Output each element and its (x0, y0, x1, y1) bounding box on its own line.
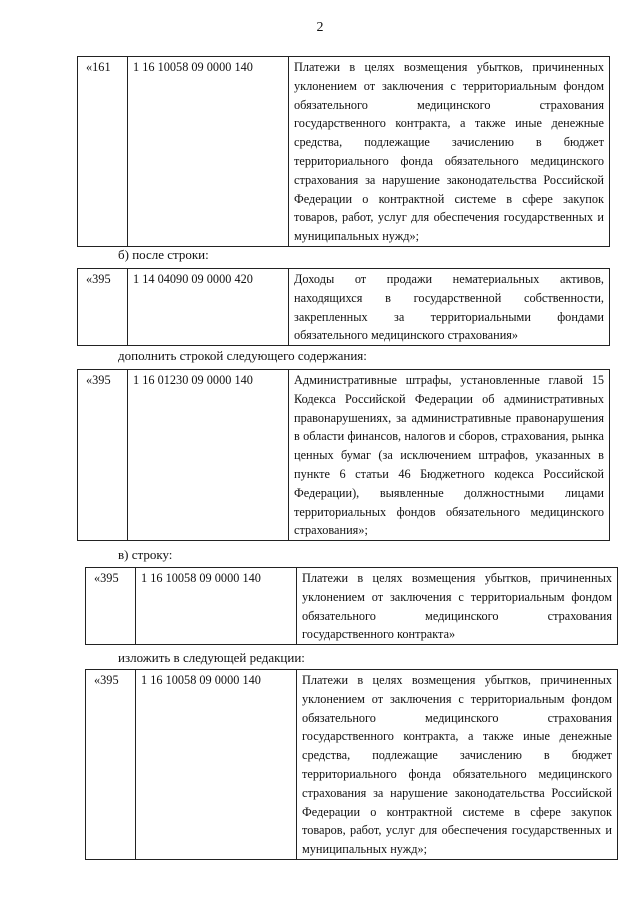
table-row (78, 370, 610, 541)
paragraph-row: в) строку: (118, 547, 173, 562)
budget-code-table-395-a (77, 268, 610, 346)
budget-classification-code: 1 16 10058 09 0000 140 (136, 568, 297, 645)
budget-code-table-395-d (85, 669, 618, 860)
paragraph-after-row: б) после строки: (118, 247, 209, 262)
budget-code-table-395-b (77, 369, 610, 541)
budget-classification-code: 1 16 10058 09 0000 140 (128, 57, 289, 247)
paragraph-new-wording: изложить в следующей редакции: (118, 650, 305, 665)
row-number: «161 (78, 57, 128, 247)
paragraph-add-row: дополнить строкой следующего содержания: (118, 348, 367, 363)
table-row (78, 269, 610, 346)
page-number: 2 (316, 20, 324, 35)
budget-classification-code: 1 14 04090 09 0000 420 (128, 269, 289, 346)
table-row (86, 568, 618, 645)
row-number: «395 (86, 670, 136, 860)
budget-classification-code: 1 16 10058 09 0000 140 (136, 670, 297, 860)
row-description: Доходы от продажи нематериальных активов, находящихся в государственной собственности, закрепленных за территориальными фондами обязательного медицинского страхования» (289, 269, 610, 346)
row-number: «395 (86, 568, 136, 645)
budget-code-table-395-c (85, 567, 618, 645)
row-description: Административные штрафы, установленные главой 15 Кодекса Российской Федерации об административных правонарушениях, за административные правонарушения в области финансов, налогов и сборов, страхования, рынка ценных бумаг (за исключением штрафов, указанных в пункте 6 статьи 46 Бюджетного кодекса Российской Федерации), выявленные должностными лицами территориальных фондов обязательного медицинского страхования»; (289, 370, 610, 541)
budget-code-table-161 (77, 56, 610, 247)
row-number: «395 (78, 370, 128, 541)
row-number: «395 (78, 269, 128, 346)
table-row (78, 57, 610, 247)
budget-classification-code: 1 16 01230 09 0000 140 (128, 370, 289, 541)
row-description: Платежи в целях возмещения убытков, причиненных уклонением от заключения с территориальным фондом обязательного медицинского страхования государственного контракта, а также иные денежные средства, подлежащие зачислению в бюджет территориального фонда обязательного медицинского страхования за нарушение законодательства Российской Федерации о контрактной системе в сфере закупок товаров, работ, услуг для обеспечения государственных и муниципальных нужд»; (297, 670, 618, 860)
row-description: Платежи в целях возмещения убытков, причиненных уклонением от заключения с территориальным фондом обязательного медицинского страхования государственного контракта» (297, 568, 618, 645)
table-row (86, 670, 618, 860)
row-description: Платежи в целях возмещения убытков, причиненных уклонением от заключения с территориальным фондом обязательного медицинского страхования государственного контракта, а также иные денежные средства, подлежащие зачислению в бюджет территориального фонда обязательного медицинского страхования за нарушение законодательства Российской Федерации о контрактной системе в сфере закупок товаров, работ, услуг для обеспечения государственных и муниципальных нужд»; (289, 57, 610, 247)
